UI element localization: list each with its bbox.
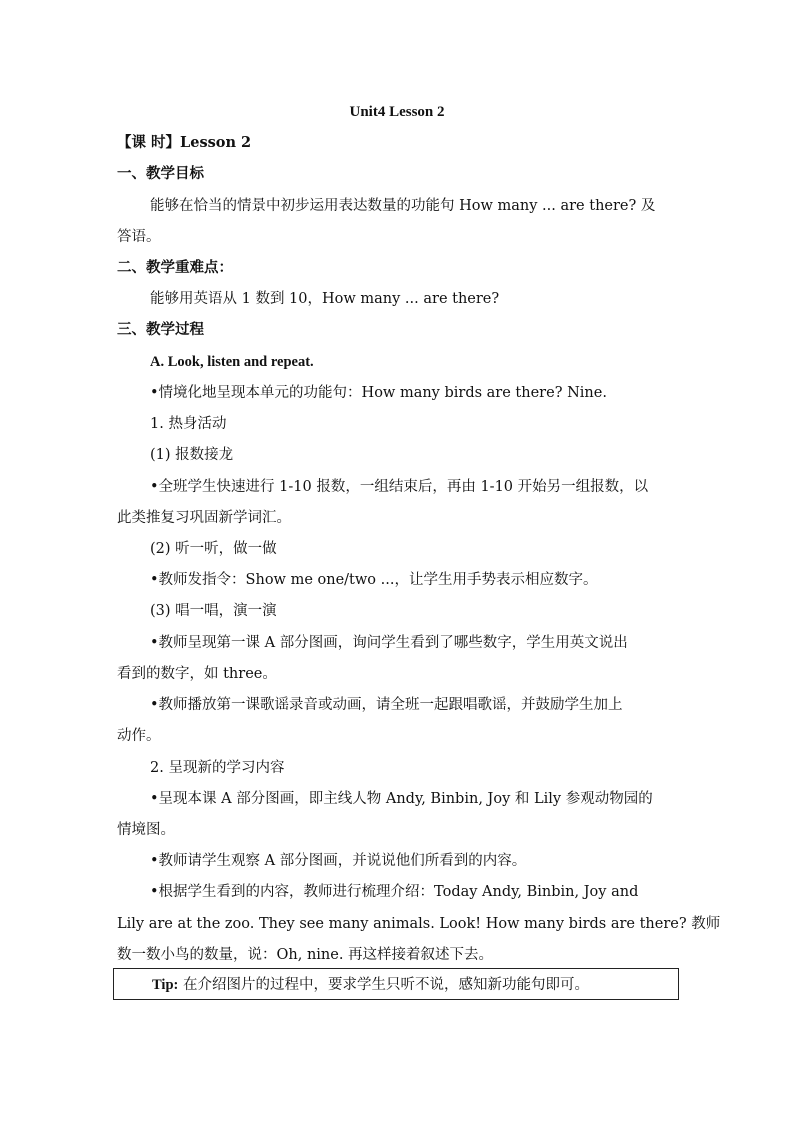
bullet-item-continued: 数一数小鸟的数量，说：Oh, nine. 再这样接着叙述下去。 <box>117 947 494 963</box>
tip-content: 在介绍图片的过程中，要求学生只听不说，感知新功能句即可。 <box>178 977 589 993</box>
tip-text <box>152 975 589 995</box>
sub-step-1: (1) 报数接龙 <box>150 447 234 463</box>
lesson-label: 【课 时】Lesson 2 <box>117 134 252 151</box>
part-a-heading: A. Look, listen and repeat. <box>150 354 314 370</box>
bullet-item: •情境化地呈现本单元的功能句：How many birds are there? Nine. <box>150 385 607 401</box>
step-1-heading: 1. 热身活动 <box>150 416 227 432</box>
sub-step-2: (2) 听一听，做一做 <box>150 541 277 557</box>
section-heading-process: 三、教学过程 <box>117 321 204 338</box>
bullet-item: •教师发指令：Show me one/two ...，让学生用手势表示相应数字。 <box>150 572 598 588</box>
objectives-text-line-1: 能够在恰当的情景中初步运用表达数量的功能句 How many ... are there? 及 <box>150 198 656 214</box>
step-2-heading: 2. 呈现新的学习内容 <box>150 760 285 776</box>
bullet-item-continued: 看到的数字，如 three。 <box>117 666 277 682</box>
bullet-item: •教师呈现第一课 A 部分图画，询问学生看到了哪些数字，学生用英文说出 <box>150 635 628 651</box>
bullet-item: •教师播放第一课歌谣录音或动画，请全班一起跟唱歌谣，并鼓励学生加上 <box>150 697 623 713</box>
objectives-text-line-2: 答语。 <box>117 229 161 245</box>
sub-step-3: (3) 唱一唱，演一演 <box>150 603 277 619</box>
bullet-item: •呈现本课 A 部分图画，即主线人物 Andy, Binbin, Joy 和 Lily 参观动物园的 <box>150 791 653 807</box>
bullet-item-continued: Lily are at the zoo. They see many animals. Look! How many birds are there? 教师 <box>117 916 721 932</box>
document-title: Unit4 Lesson 2 <box>349 104 445 120</box>
section-heading-key-points: 二、教学重难点： <box>117 259 233 276</box>
section-heading-objectives: 一、教学目标 <box>117 165 204 182</box>
bullet-item: •根据学生看到的内容，教师进行梳理介绍：Today Andy, Binbin, Joy and <box>150 884 639 900</box>
bullet-item: •教师请学生观察 A 部分图画，并说说他们所看到的内容。 <box>150 853 527 869</box>
bullet-item-continued: 情境图。 <box>117 822 175 838</box>
bullet-item: •全班学生快速进行 1-10 报数，一组结束后，再由 1-10 开始另一组报数，以 <box>150 479 649 495</box>
bullet-item-continued: 动作。 <box>117 728 161 744</box>
key-points-text: 能够用英语从 1 数到 10，How many ... are there? <box>150 291 500 307</box>
tip-label: Tip: <box>152 977 179 993</box>
bullet-item-continued: 此类推复习巩固新学词汇。 <box>117 510 291 526</box>
